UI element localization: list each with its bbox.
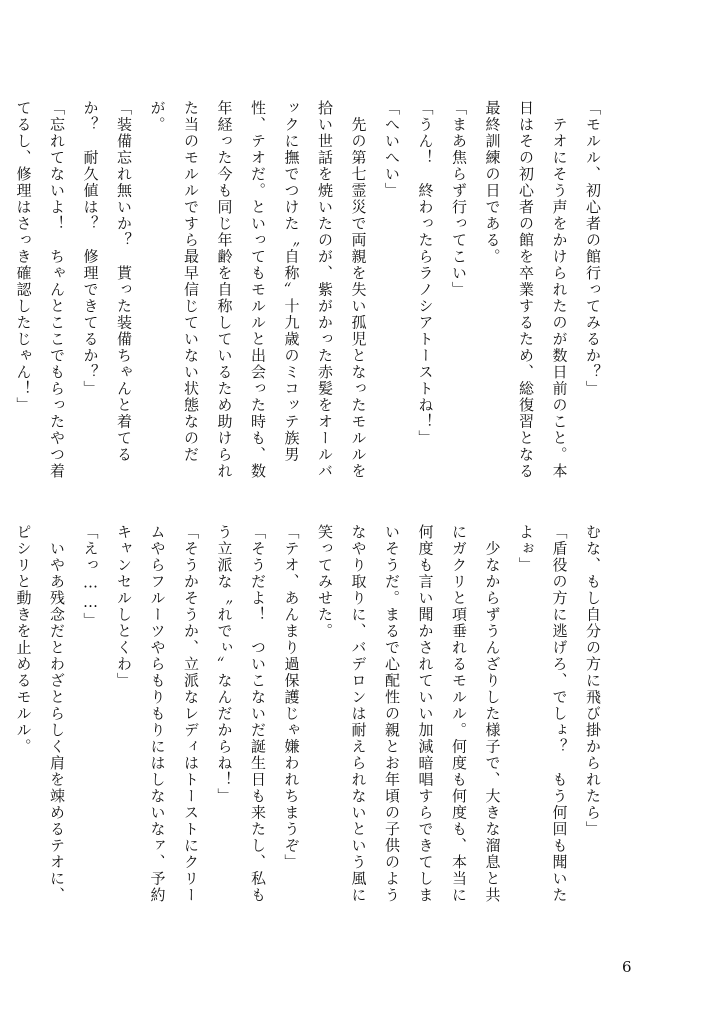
upper-text-block <box>14 100 609 490</box>
paragraph: 先の第七霊災で両親を失い孤児となったモルルを拾い世話を焼いたのが、紫がかった赤髪をオールバックに撫でつけた〝自称〟十九歳のミコッテ族男性、テオだ。といってもモルルと出会った時も、数年経った今も同じ年齢を自称しているため助けられた当のモルルですら最早信じていない状態なのだが。 <box>148 100 368 480</box>
paragraph: 少なからずうんざりした様子で、大きな溜息と共にガクリと項垂れるモルル。何度も何度も、本当に何度も言い聞かされていい加減暗唱すらできてしまいそうだ。まるで心配性の親とお年頃の子供のようなやり取りに、バデロンは耐えられないという風に笑ってみせた。 <box>316 524 502 904</box>
paragraph: 「テオ、あんまり過保護じゃ嫌われちまうぞ」 <box>282 524 301 871</box>
paragraph: テオにそう声をかけられたのが数日前のこと。本日はその初心者の館を卒業するため、総復習となる最終訓練の日である。 <box>483 100 569 480</box>
paragraph <box>0 100 6 490</box>
paragraph: 「装備忘れ無いか？ 貰った装備ちゃんと着てるか？ 耐久値は？ 修理できてるか？」 <box>81 100 133 463</box>
paragraph: 「うん！ 終わったらラノシアトーストね！」 <box>416 100 435 447</box>
lower-text-block <box>14 524 609 914</box>
paragraph: 「盾役の方に逃げろ、でしょ？ もう何回も聞いたよぉ」 <box>517 524 569 904</box>
paragraph: 「へいへい」 <box>383 100 401 199</box>
paragraph <box>0 524 6 914</box>
paragraph: 「そうかそうか、立派なレディはトーストにクリームやらフルーツやらもりもりにはしないなァ、予約キャンセルしとくわ」 <box>115 524 200 904</box>
paragraph: 「モルル、初心者の館行ってみるか？」 <box>584 100 602 397</box>
paragraph: むな、もし自分の方に飛び掛かられたら」 <box>584 524 602 838</box>
paragraph: 「えっ……」 <box>81 524 100 629</box>
paragraph: いやあ残念だとわざとらしく肩を竦めるテオに、ピシリと動きを止めるモルル。 <box>14 524 66 904</box>
paragraph: 「忘れてないよ！ ちゃんとここでもらったやつ着てるし、修理はさっき確認したじゃん！」 <box>14 100 66 480</box>
paragraph: 「まあ焦らず行ってこい」 <box>450 100 468 298</box>
paragraph: 「そうだよ！ ついこないだ誕生日も来たし、私もう立派な〝れでぃ〟なんだからね！」 <box>215 524 267 904</box>
page-number: 6 <box>622 958 632 976</box>
